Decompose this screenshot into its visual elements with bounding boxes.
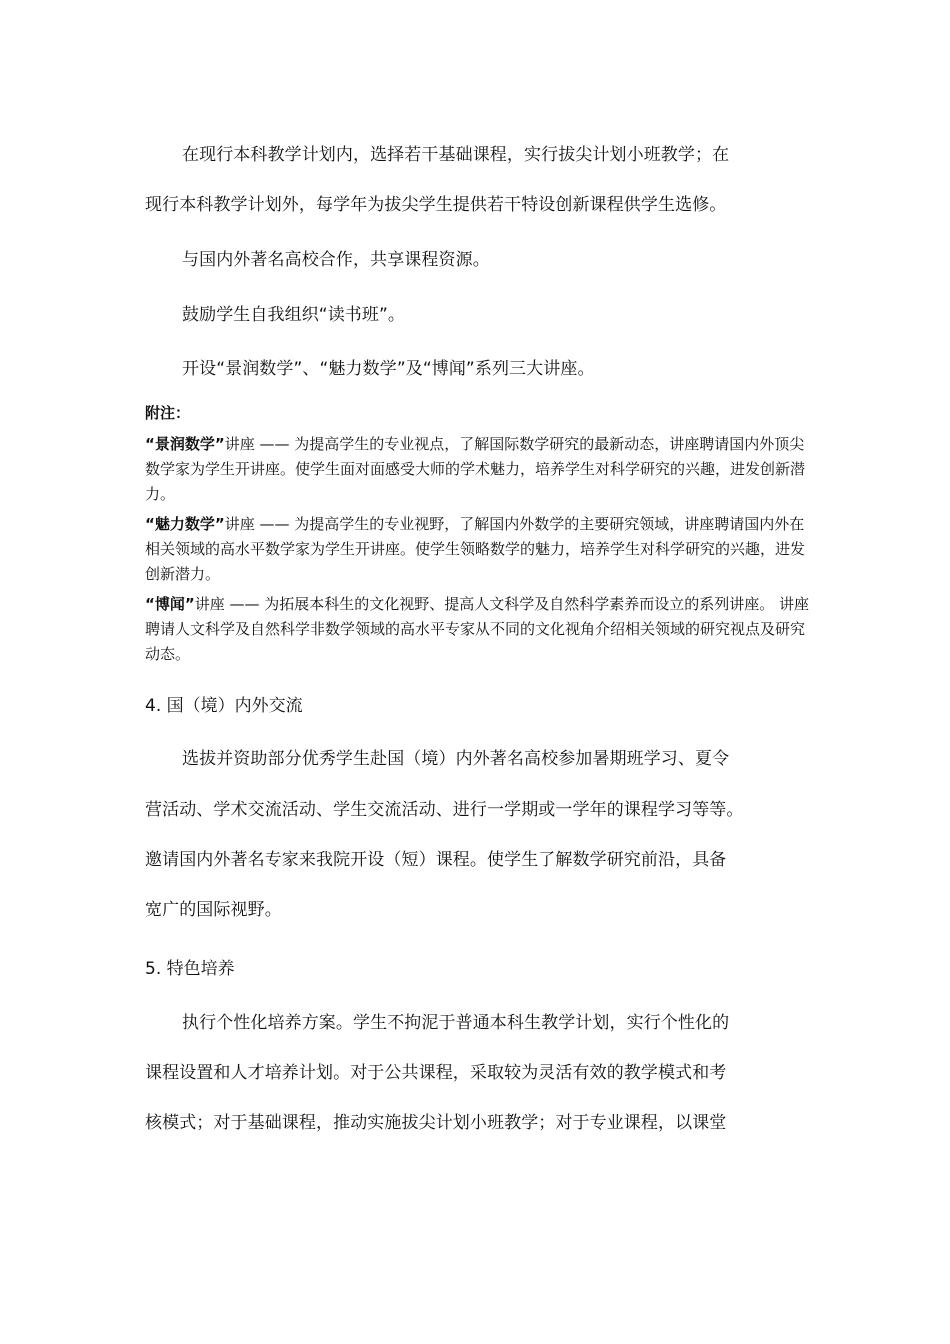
paragraph-line: 营活动、学术交流活动、学生交流活动、进行一学期或一学年的课程学习等等。: [145, 800, 744, 820]
section-5-heading: 5. 特色培养: [145, 959, 235, 979]
note-title: “景润数学”: [145, 435, 225, 453]
paragraph-line: 核模式；对于基础课程，推动实施拔尖计划小班教学；对于专业课程，以课堂: [145, 1113, 727, 1133]
paragraph-line: 现行本科教学计划外，每学年为拔尖学生提供若干特设创新课程供学生选修。: [145, 195, 727, 215]
note-text: 讲座 —— 为提高学生的专业视点，了解国际数学研究的最新动态，讲座聘请国内外顶尖数学家为学生开讲座。使学生面对面感受大师的学术魅力，培养学生对科学研究的兴趣，进发创新潜力。: [145, 435, 806, 503]
paragraph-line: 宽广的国际视野。: [145, 900, 282, 920]
paragraph-line: 执行个性化培养方案。学生不拘泥于普通本科生教学计划，实行个性化的: [182, 1013, 730, 1033]
paragraph-line: 课程设置和人才培养计划。对于公共课程，采取较为灵活有效的教学模式和考: [145, 1063, 727, 1083]
section-4-heading: 4. 国（境）内外交流: [145, 696, 303, 716]
note-title: “魅力数学”: [145, 515, 225, 533]
note-bowen: [145, 592, 810, 667]
note-title: “博闻”: [145, 595, 195, 613]
paragraph-line: 鼓励学生自我组织“读书班”。: [182, 305, 406, 325]
note-text: 讲座 —— 为提高学生的专业视野，了解国内外数学的主要研究领域，讲座聘请国内外在相关领域的高水平数学家为学生开讲座。使学生领略数学的魅力，培养学生对科学研究的兴趣，进发创新潜力。: [145, 515, 806, 583]
notes-label: 附注：: [145, 404, 191, 422]
paragraph-line: 选拔并资助部分优秀学生赴国（境）内外著名高校参加暑期班学习、夏令: [182, 749, 730, 769]
paragraph-line: 开设“景润数学”、“魅力数学”及“博闻”系列三大讲座。: [182, 359, 595, 379]
note-jingrun: [145, 432, 810, 507]
paragraph-line: 邀请国内外著名专家来我院开设（短）课程。使学生了解数学研究前沿，具备: [145, 850, 727, 870]
note-text: 讲座 —— 为拓展本科生的文化视野、提高人文科学及自然科学素养而设立的系列讲座。 讲座聘请人文科学及自然科学非数学领域的高水平专家从不同的文化视角介绍相关领域的研究视点及研究动态。: [145, 595, 810, 663]
paragraph-line: 在现行本科教学计划内，选择若干基础课程，实行拔尖计划小班教学；在: [182, 145, 730, 165]
paragraph-line: 与国内外著名高校合作，共享课程资源。: [182, 250, 490, 270]
note-meili: [145, 512, 810, 587]
